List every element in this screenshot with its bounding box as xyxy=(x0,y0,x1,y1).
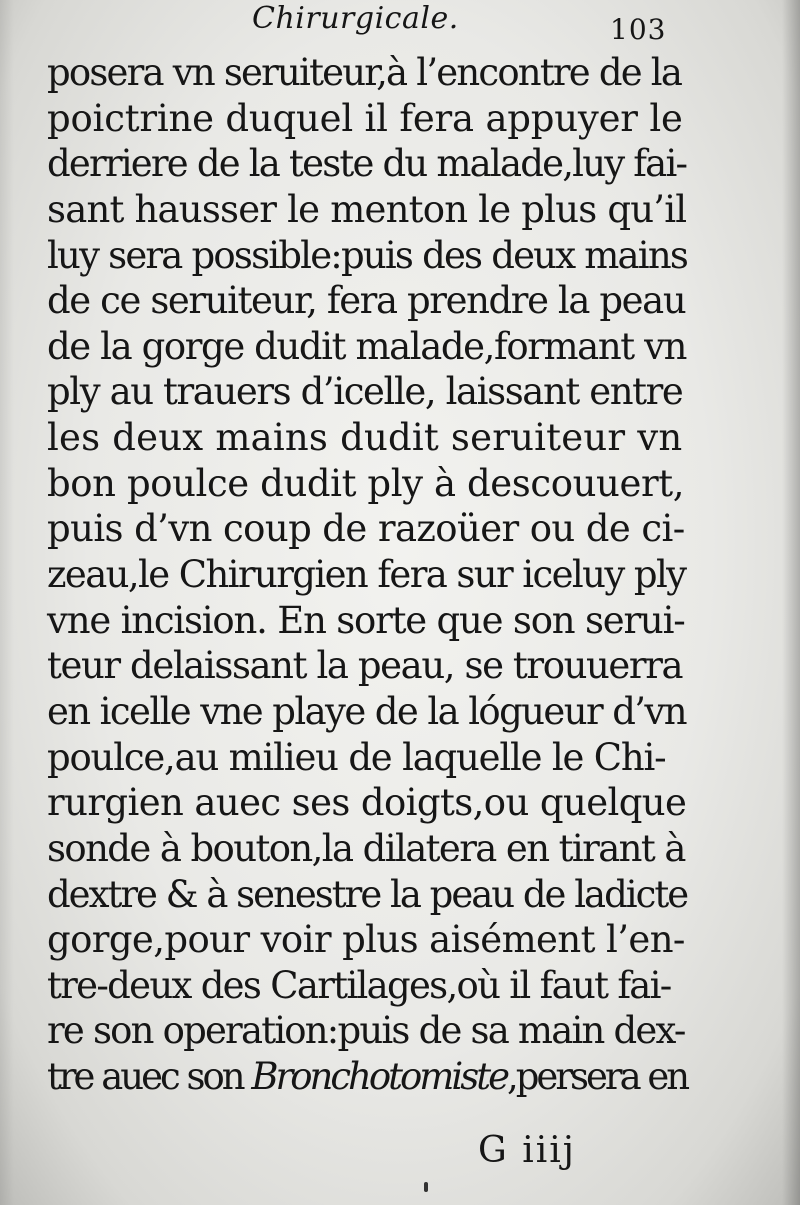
page-edge-shadow-right xyxy=(782,0,800,1205)
text-line-4: sant hausser le menton le plus qu’il xyxy=(47,187,687,231)
text-line-15: en icelle vne playe de la lógueur d’vn xyxy=(47,689,686,733)
italic-term: Bronchotomiste xyxy=(251,1055,507,1099)
body-text xyxy=(47,50,688,1100)
text-line-21: tre-deux des Cartilages,où il faut fai- xyxy=(47,963,671,1007)
text-line-22: re son operation:puis de sa main dex- xyxy=(47,1009,685,1053)
text-line-5: luy sera possible:puis des deux mains xyxy=(47,233,688,277)
text-line-2: poictrine duquel il fera appuyer le xyxy=(47,96,683,140)
page-number: 103 xyxy=(610,13,667,46)
text-line-17: rurgien auec ses doigts,ou quelque xyxy=(47,781,687,825)
text-line-12: zeau,le Chirurgien fera sur iceluy ply xyxy=(47,553,686,597)
text-line-11: puis d’vn coup de razoüer ou de ci- xyxy=(47,507,685,551)
text-line-10: bon poulce dudit ply à descouuert, xyxy=(47,461,685,505)
text-line-23 xyxy=(47,1054,688,1100)
text-line-7: de la gorge dudit malade,formant vn xyxy=(47,324,687,368)
running-head: Chirurgicale. xyxy=(252,1,459,36)
text-line-8: ply au trauers d’icelle, laissant entre xyxy=(47,370,683,414)
text-line-9: les deux mains dudit seruiteur vn xyxy=(47,416,683,460)
text-line-23-start: tre auec son xyxy=(47,1055,252,1099)
text-line-20: gorge,pour voir plus aisément l’en- xyxy=(47,918,685,962)
text-line-19: dextre & à senestre la peau de ladicte xyxy=(47,872,688,916)
text-line-3: derriere de la teste du malade,luy fai- xyxy=(47,142,687,186)
text-line-16: poulce,au milieu de laquelle le Chi- xyxy=(47,735,666,779)
text-line-1: posera vn seruiteur,à l’encontre de la xyxy=(47,51,682,94)
text-line-13: vne incision. En sorte que son serui- xyxy=(47,598,685,642)
text-line-23-end: ,persera en xyxy=(506,1055,688,1099)
text-line-18: sonde à bouton,la dilatera en tirant à xyxy=(47,826,685,870)
page-edge-shadow-left xyxy=(0,0,14,1205)
ink-speck xyxy=(424,1182,428,1192)
signature-mark: G iiij xyxy=(478,1130,576,1171)
text-line-14: teur delaissant la peau, se trouuerra xyxy=(47,644,683,688)
text-line-6: de ce seruiteur, fera prendre la peau xyxy=(47,279,686,323)
